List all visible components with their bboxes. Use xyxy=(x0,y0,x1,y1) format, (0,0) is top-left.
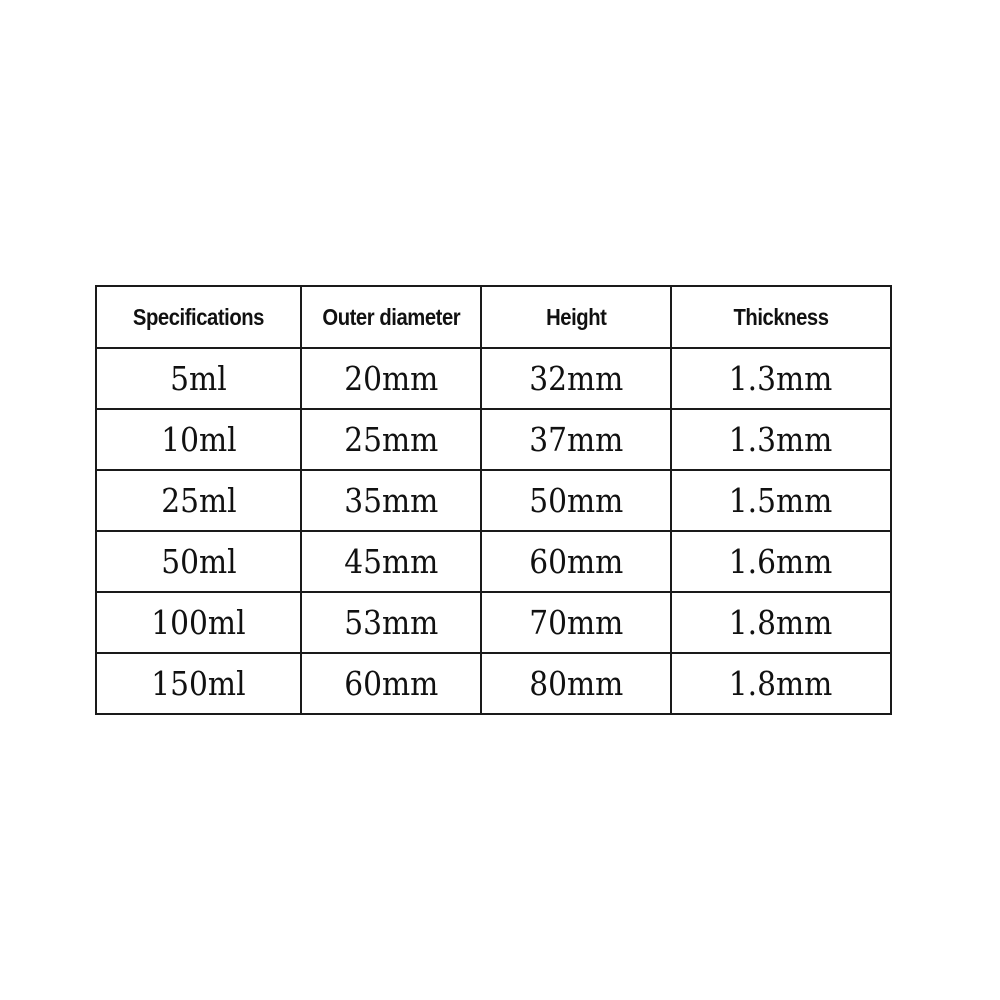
table-row xyxy=(96,592,891,653)
table-row xyxy=(96,653,891,714)
cell-outer-diameter: 35mm xyxy=(301,470,481,531)
cell-outer-diameter: 53mm xyxy=(301,592,481,653)
cell-height: 50mm xyxy=(481,470,671,531)
cell-height: 32mm xyxy=(481,348,671,409)
cell-specification: 25ml xyxy=(96,470,301,531)
cell-outer-diameter: 20mm xyxy=(301,348,481,409)
cell-thickness: 1.8mm xyxy=(671,653,891,714)
table-row xyxy=(96,531,891,592)
cell-height: 60mm xyxy=(481,531,671,592)
cell-specification: 5ml xyxy=(96,348,301,409)
header-specifications: Specifications xyxy=(96,286,301,348)
cell-outer-diameter: 25mm xyxy=(301,409,481,470)
cell-specification: 50ml xyxy=(96,531,301,592)
cell-thickness: 1.5mm xyxy=(671,470,891,531)
cell-height: 37mm xyxy=(481,409,671,470)
table-row xyxy=(96,409,891,470)
header-height: Height xyxy=(481,286,671,348)
cell-thickness: 1.3mm xyxy=(671,409,891,470)
header-outer-diameter: Outer diameter xyxy=(301,286,481,348)
cell-thickness: 1.8mm xyxy=(671,592,891,653)
specifications-table xyxy=(95,285,892,715)
cell-specification: 100ml xyxy=(96,592,301,653)
table-row xyxy=(96,348,891,409)
cell-thickness: 1.6mm xyxy=(671,531,891,592)
cell-thickness: 1.3mm xyxy=(671,348,891,409)
table-header-row xyxy=(96,286,891,348)
cell-outer-diameter: 45mm xyxy=(301,531,481,592)
cell-specification: 150ml xyxy=(96,653,301,714)
table-row xyxy=(96,470,891,531)
header-thickness: Thickness xyxy=(671,286,891,348)
cell-height: 80mm xyxy=(481,653,671,714)
cell-height: 70mm xyxy=(481,592,671,653)
cell-specification: 10ml xyxy=(96,409,301,470)
cell-outer-diameter: 60mm xyxy=(301,653,481,714)
